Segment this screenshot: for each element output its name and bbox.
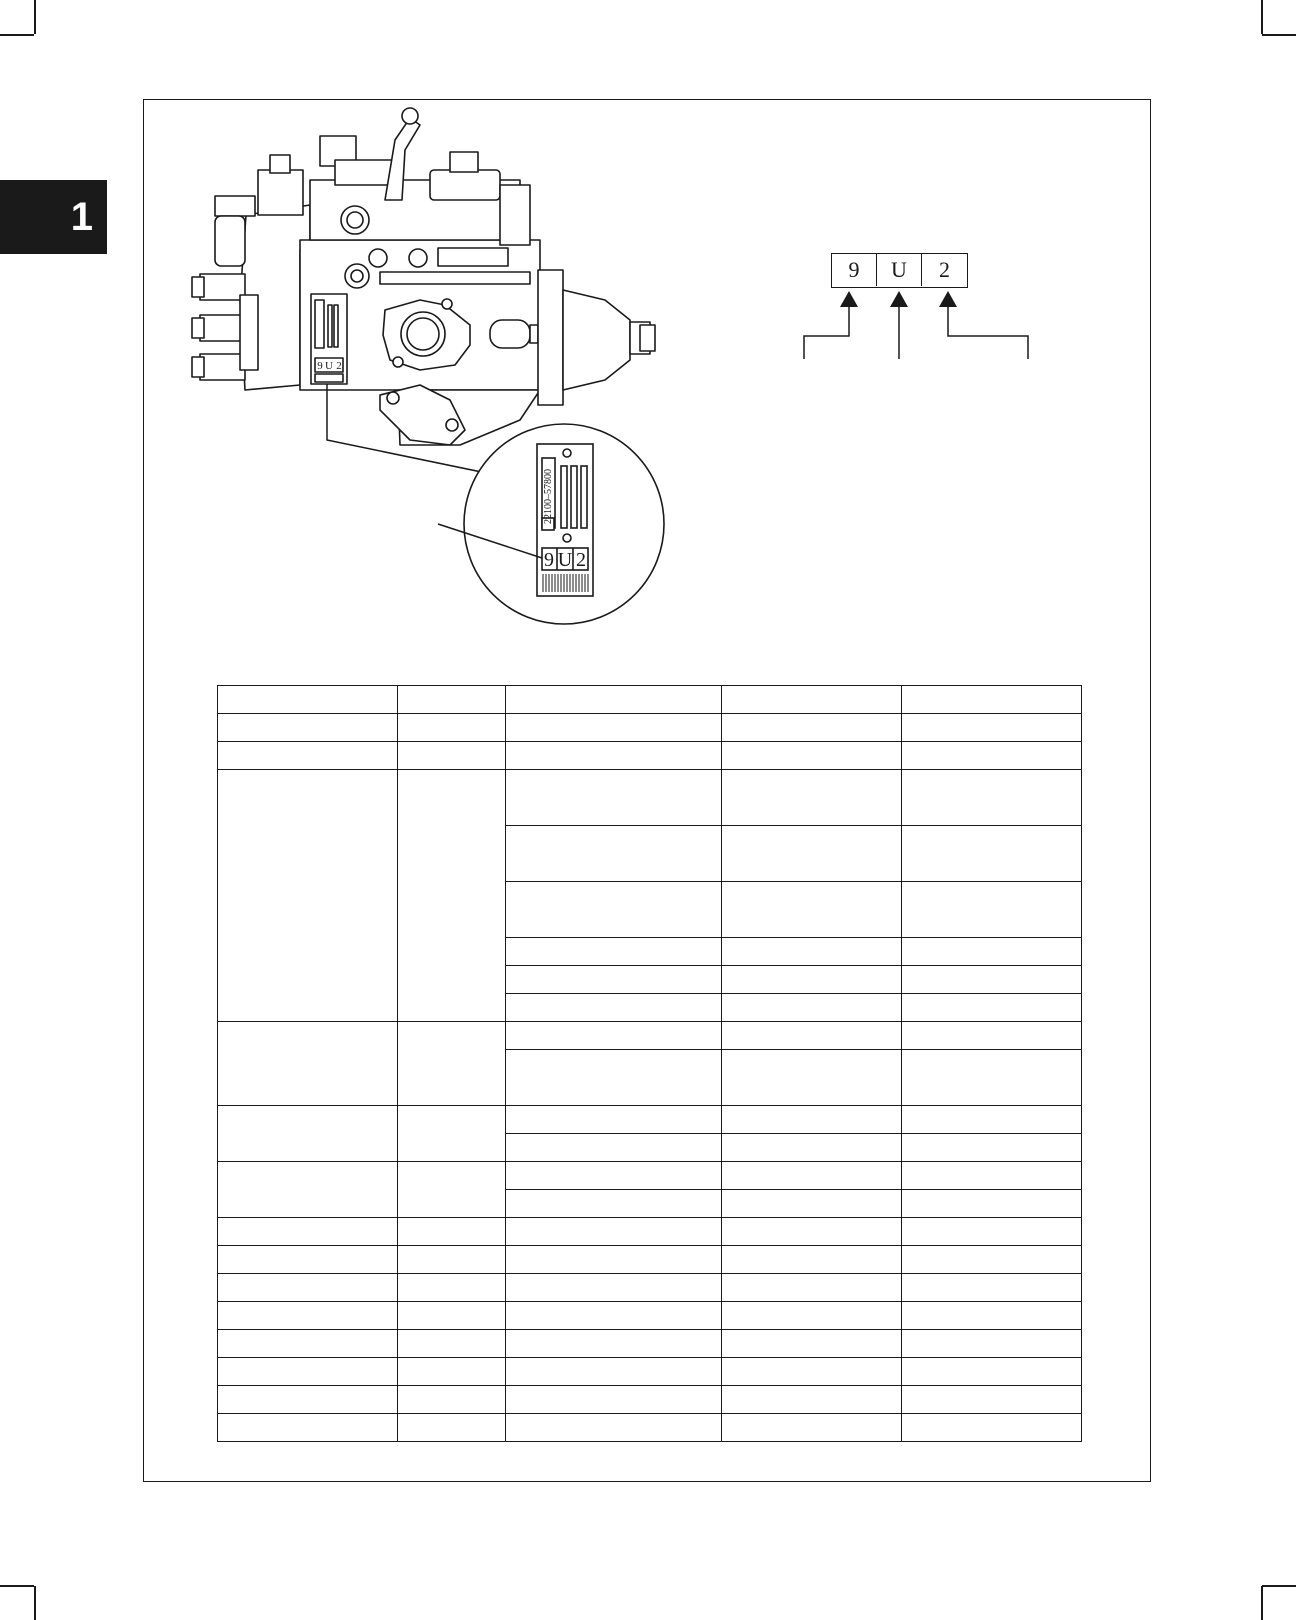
crop-mark-bottom-left-h — [0, 1585, 34, 1587]
table-row — [218, 714, 1082, 742]
table-row — [218, 742, 1082, 770]
plate-code-char-2: U — [877, 254, 922, 286]
overview-plate-char-2: U — [325, 360, 333, 372]
plate-code-char-3: 2 — [939, 257, 950, 282]
table-row — [218, 1414, 1082, 1442]
plate-code-callouts — [0, 0, 1296, 400]
table-row — [218, 1386, 1082, 1414]
spec-table — [217, 685, 1082, 1442]
table-row — [218, 1218, 1082, 1246]
table-row — [218, 1302, 1082, 1330]
plate-code-char-1: 9 — [832, 254, 877, 286]
table-row — [218, 1246, 1082, 1274]
detail-plate-char-2: U — [557, 549, 573, 571]
table-row — [218, 1358, 1082, 1386]
table-row — [218, 686, 1082, 714]
table-row — [218, 1330, 1082, 1358]
section-number: 1 — [70, 194, 93, 239]
table-row — [218, 1022, 1082, 1050]
table-row — [218, 1162, 1082, 1190]
table-row — [218, 770, 1082, 826]
table-row — [218, 1274, 1082, 1302]
detail-plate-char-3: 2 — [576, 549, 586, 571]
overview-plate-char-3: 2 — [336, 360, 342, 372]
detail-plate-part-number: 22100–57800 — [543, 469, 554, 524]
crop-mark-bottom-right-h — [1262, 1585, 1296, 1587]
table-row — [218, 1106, 1082, 1134]
detail-plate-char-1: 9 — [544, 549, 554, 571]
crop-mark-bottom-right-v — [1261, 1586, 1263, 1620]
crop-mark-bottom-left-v — [34, 1586, 36, 1620]
overview-plate-char-1: 9 — [317, 360, 323, 372]
